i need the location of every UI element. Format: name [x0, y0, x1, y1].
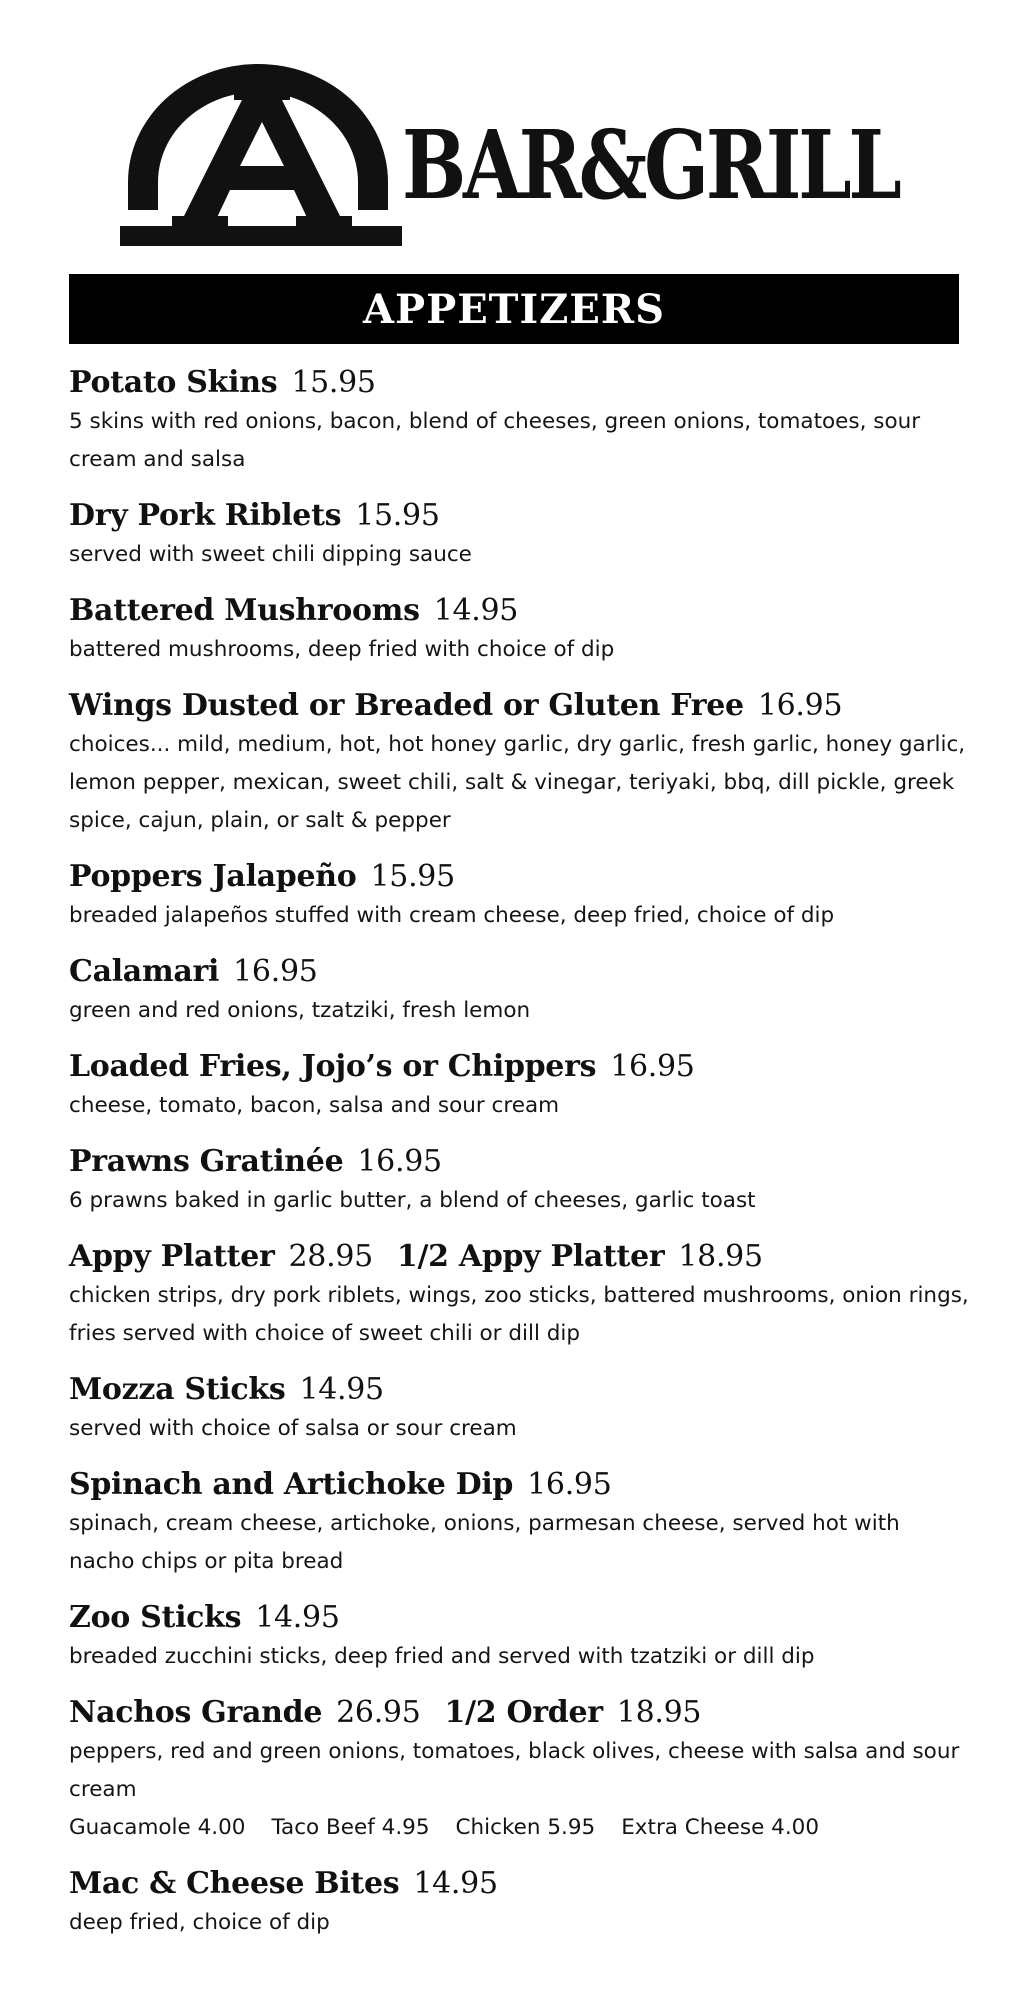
item-price-half: 18.95 [616, 1695, 702, 1730]
item-description: peppers, red and green onions, tomatoes, black olives, cheese with salsa and sour cream [69, 1739, 960, 1802]
item-price: 15.95 [370, 859, 455, 894]
item-description: deep fried, choice of dip [69, 1910, 330, 1935]
item-name: Zoo Sticks [69, 1600, 242, 1635]
item-name: Poppers Jalapeño [69, 859, 357, 894]
item-name: Mozza Sticks [69, 1372, 286, 1407]
item-extras [69, 1809, 969, 1847]
menu-item [69, 1599, 969, 1676]
item-name-half: 1/2 Appy Platter [396, 1239, 665, 1274]
item-description: served with sweet chili dipping sauce [69, 542, 472, 567]
item-price: 16.95 [610, 1049, 695, 1084]
menu-list [69, 364, 969, 1942]
item-price: 14.95 [299, 1372, 384, 1407]
item-price: 14.95 [433, 593, 519, 628]
item-name: Wings Dusted or Breaded or Gluten Free [69, 688, 744, 723]
extra-option: Taco Beef 4.95 [271, 1815, 430, 1840]
menu-item [69, 1865, 969, 1942]
item-description: breaded zucchini sticks, deep fried and served with tzatziki or dill dip [69, 1644, 815, 1669]
item-name: Appy Platter [69, 1239, 275, 1274]
item-name: Loaded Fries, Jojo’s or Chippers [69, 1049, 597, 1084]
section-banner [69, 274, 959, 344]
item-price: 16.95 [757, 688, 843, 723]
item-description: green and red onions, tzatziki, fresh lemon [69, 998, 531, 1023]
menu-item [69, 1694, 969, 1847]
item-name: Mac & Cheese Bites [69, 1866, 400, 1901]
item-name: Calamari [69, 954, 220, 989]
item-description: cheese, tomato, bacon, salsa and sour cream [69, 1093, 560, 1118]
item-price: 16.95 [527, 1467, 612, 1502]
section-title: APPETIZERS [363, 285, 665, 333]
menu-item [69, 497, 969, 574]
item-description: choices... mild, medium, hot, hot honey garlic, dry garlic, fresh garlic, honey garlic, lemon pepper, mexican, sweet chili, salt & vinegar, teriyaki, bbq, dill pickle, greek spice, cajun, plain, or salt & pepper [69, 732, 966, 833]
item-name-half: 1/2 Order [444, 1695, 603, 1730]
item-price-half: 18.95 [678, 1239, 763, 1274]
item-price: 14.95 [413, 1866, 498, 1901]
extra-option: Extra Cheese 4.00 [621, 1815, 820, 1840]
item-price: 28.95 [288, 1239, 373, 1274]
item-description: chicken strips, dry pork riblets, wings, zoo sticks, battered mushrooms, onion rings, fries served with choice of sweet chili or dill dip [69, 1283, 969, 1346]
menu-item [69, 953, 969, 1030]
item-name: Dry Pork Riblets [69, 498, 342, 533]
item-name: Spinach and Artichoke Dip [69, 1467, 514, 1502]
item-price: 15.95 [291, 365, 376, 400]
item-description: spinach, cream cheese, artichoke, onions, parmesan cheese, served hot with nacho chips or pita bread [69, 1511, 900, 1574]
item-description: breaded jalapeños stuffed with cream cheese, deep fried, choice of dip [69, 903, 835, 928]
menu-item [69, 364, 969, 479]
menu-item [69, 858, 969, 935]
menu-item [69, 1466, 969, 1581]
item-name: Nachos Grande [69, 1695, 323, 1730]
item-description: 6 prawns baked in garlic butter, a blend of cheeses, garlic toast [69, 1188, 756, 1213]
menu-item [69, 1143, 969, 1220]
item-description: served with choice of salsa or sour cream [69, 1416, 517, 1441]
logo-a-emblem-icon [120, 62, 420, 252]
item-name: Potato Skins [69, 365, 278, 400]
menu-item [69, 1371, 969, 1448]
logo-text: BAR&GRILL [402, 110, 899, 221]
item-price: 26.95 [336, 1695, 421, 1730]
item-description: battered mushrooms, deep fried with choice of dip [69, 637, 615, 662]
item-description: 5 skins with red onions, bacon, blend of cheeses, green onions, tomatoes, sour cream and salsa [69, 409, 921, 472]
item-price: 16.95 [233, 954, 318, 989]
item-price: 14.95 [255, 1600, 340, 1635]
item-price: 16.95 [357, 1144, 442, 1179]
menu-item [69, 1238, 969, 1353]
item-price: 15.95 [355, 498, 440, 533]
item-name: Battered Mushrooms [69, 593, 420, 628]
menu-item [69, 592, 969, 669]
item-name: Prawns Gratinée [69, 1144, 344, 1179]
logo [120, 62, 910, 252]
extra-option: Chicken 5.95 [455, 1815, 596, 1840]
menu-item [69, 687, 969, 840]
menu-item [69, 1048, 969, 1125]
extra-option: Guacamole 4.00 [69, 1815, 246, 1840]
